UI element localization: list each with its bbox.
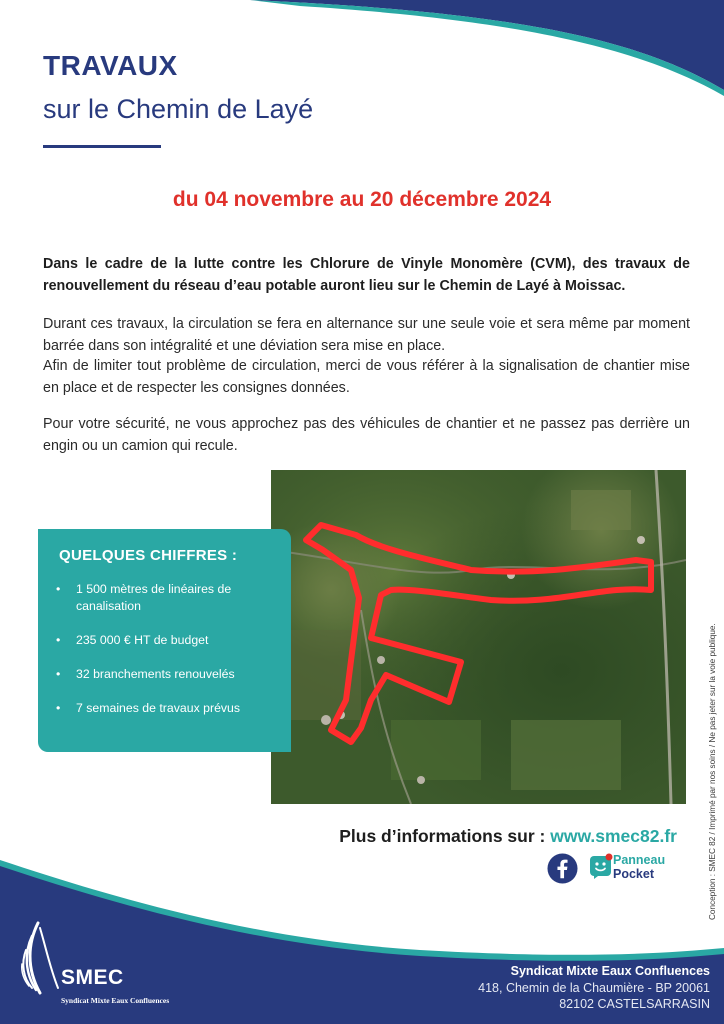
bullet-icon: • (56, 633, 61, 647)
organization-address-line1: 418, Chemin de la Chaumière - BP 20061 (478, 980, 710, 995)
more-info-line (0, 826, 677, 847)
panneau-pocket-line2: Pocket (613, 867, 654, 881)
bullet-icon: • (56, 701, 61, 715)
traffic-paragraph: Durant ces travaux, la circulation se fera en alternance sur une seule voie et sera même par moment barrée dans son intégralité et une déviation sera mise en place. (43, 316, 690, 354)
page-title: TRAVAUX (43, 50, 178, 81)
key-figure-item (38, 581, 278, 615)
panneau-pocket-line1: Panneau (613, 853, 666, 867)
organization-address-line2: 82102 CASTELSARRASIN (559, 997, 710, 1011)
smec-logo-text: SMEC (61, 966, 124, 989)
key-figures-title: QUELQUES CHIFFRES : (59, 547, 238, 564)
key-figure-text: 235 000 € HT de budget (76, 633, 209, 647)
bullet-icon: • (56, 582, 61, 596)
bullet-icon: • (56, 667, 61, 681)
smec-logo-subtitle: Syndicat Mixte Eaux Confluences (61, 996, 170, 1005)
side-credit-text: Conception : SMEC 82 / Imprimé par nos soins / Ne pas jeter sur la voie publique. (708, 623, 717, 920)
key-figure-text: 1 500 mètres de linéaires de canalisation (76, 582, 232, 613)
page-subtitle: sur le Chemin de Layé (43, 94, 314, 124)
key-figure-item (38, 666, 278, 683)
more-info-label: Plus d’informations sur : (339, 826, 551, 846)
key-figure-item (38, 700, 278, 717)
intro-paragraph: Dans le cadre de la lutte contre les Chlorure de Vinyle Monomère (CVM), des travaux de renouvellement du réseau d’eau potable auront lieu sur le Chemin de Layé à Moissac. (43, 256, 690, 294)
title-underline (43, 145, 161, 148)
aerial-map (271, 470, 686, 804)
key-figures-list (38, 581, 278, 734)
works-dates: du 04 novembre au 20 décembre 2024 (172, 188, 552, 211)
website-link[interactable]: www.smec82.fr (550, 826, 677, 846)
safety-paragraph: Pour votre sécurité, ne vous approchez pas des véhicules de chantier et ne passez pas derrière un engin ou un camion qui recule. (43, 416, 690, 454)
organization-info (478, 963, 710, 1013)
organization-name: Syndicat Mixte Eaux Confluences (510, 964, 710, 978)
key-figures-panel (38, 529, 291, 752)
signage-paragraph: Afin de limiter tout problème de circulation, merci de vous référer à la signalisation de chantier mise en place et de respecter les consignes données. (43, 358, 690, 396)
key-figure-text: 32 branchements renouvelés (76, 667, 235, 681)
key-figure-item (38, 632, 278, 649)
key-figure-text: 7 semaines de travaux prévus (76, 701, 241, 715)
